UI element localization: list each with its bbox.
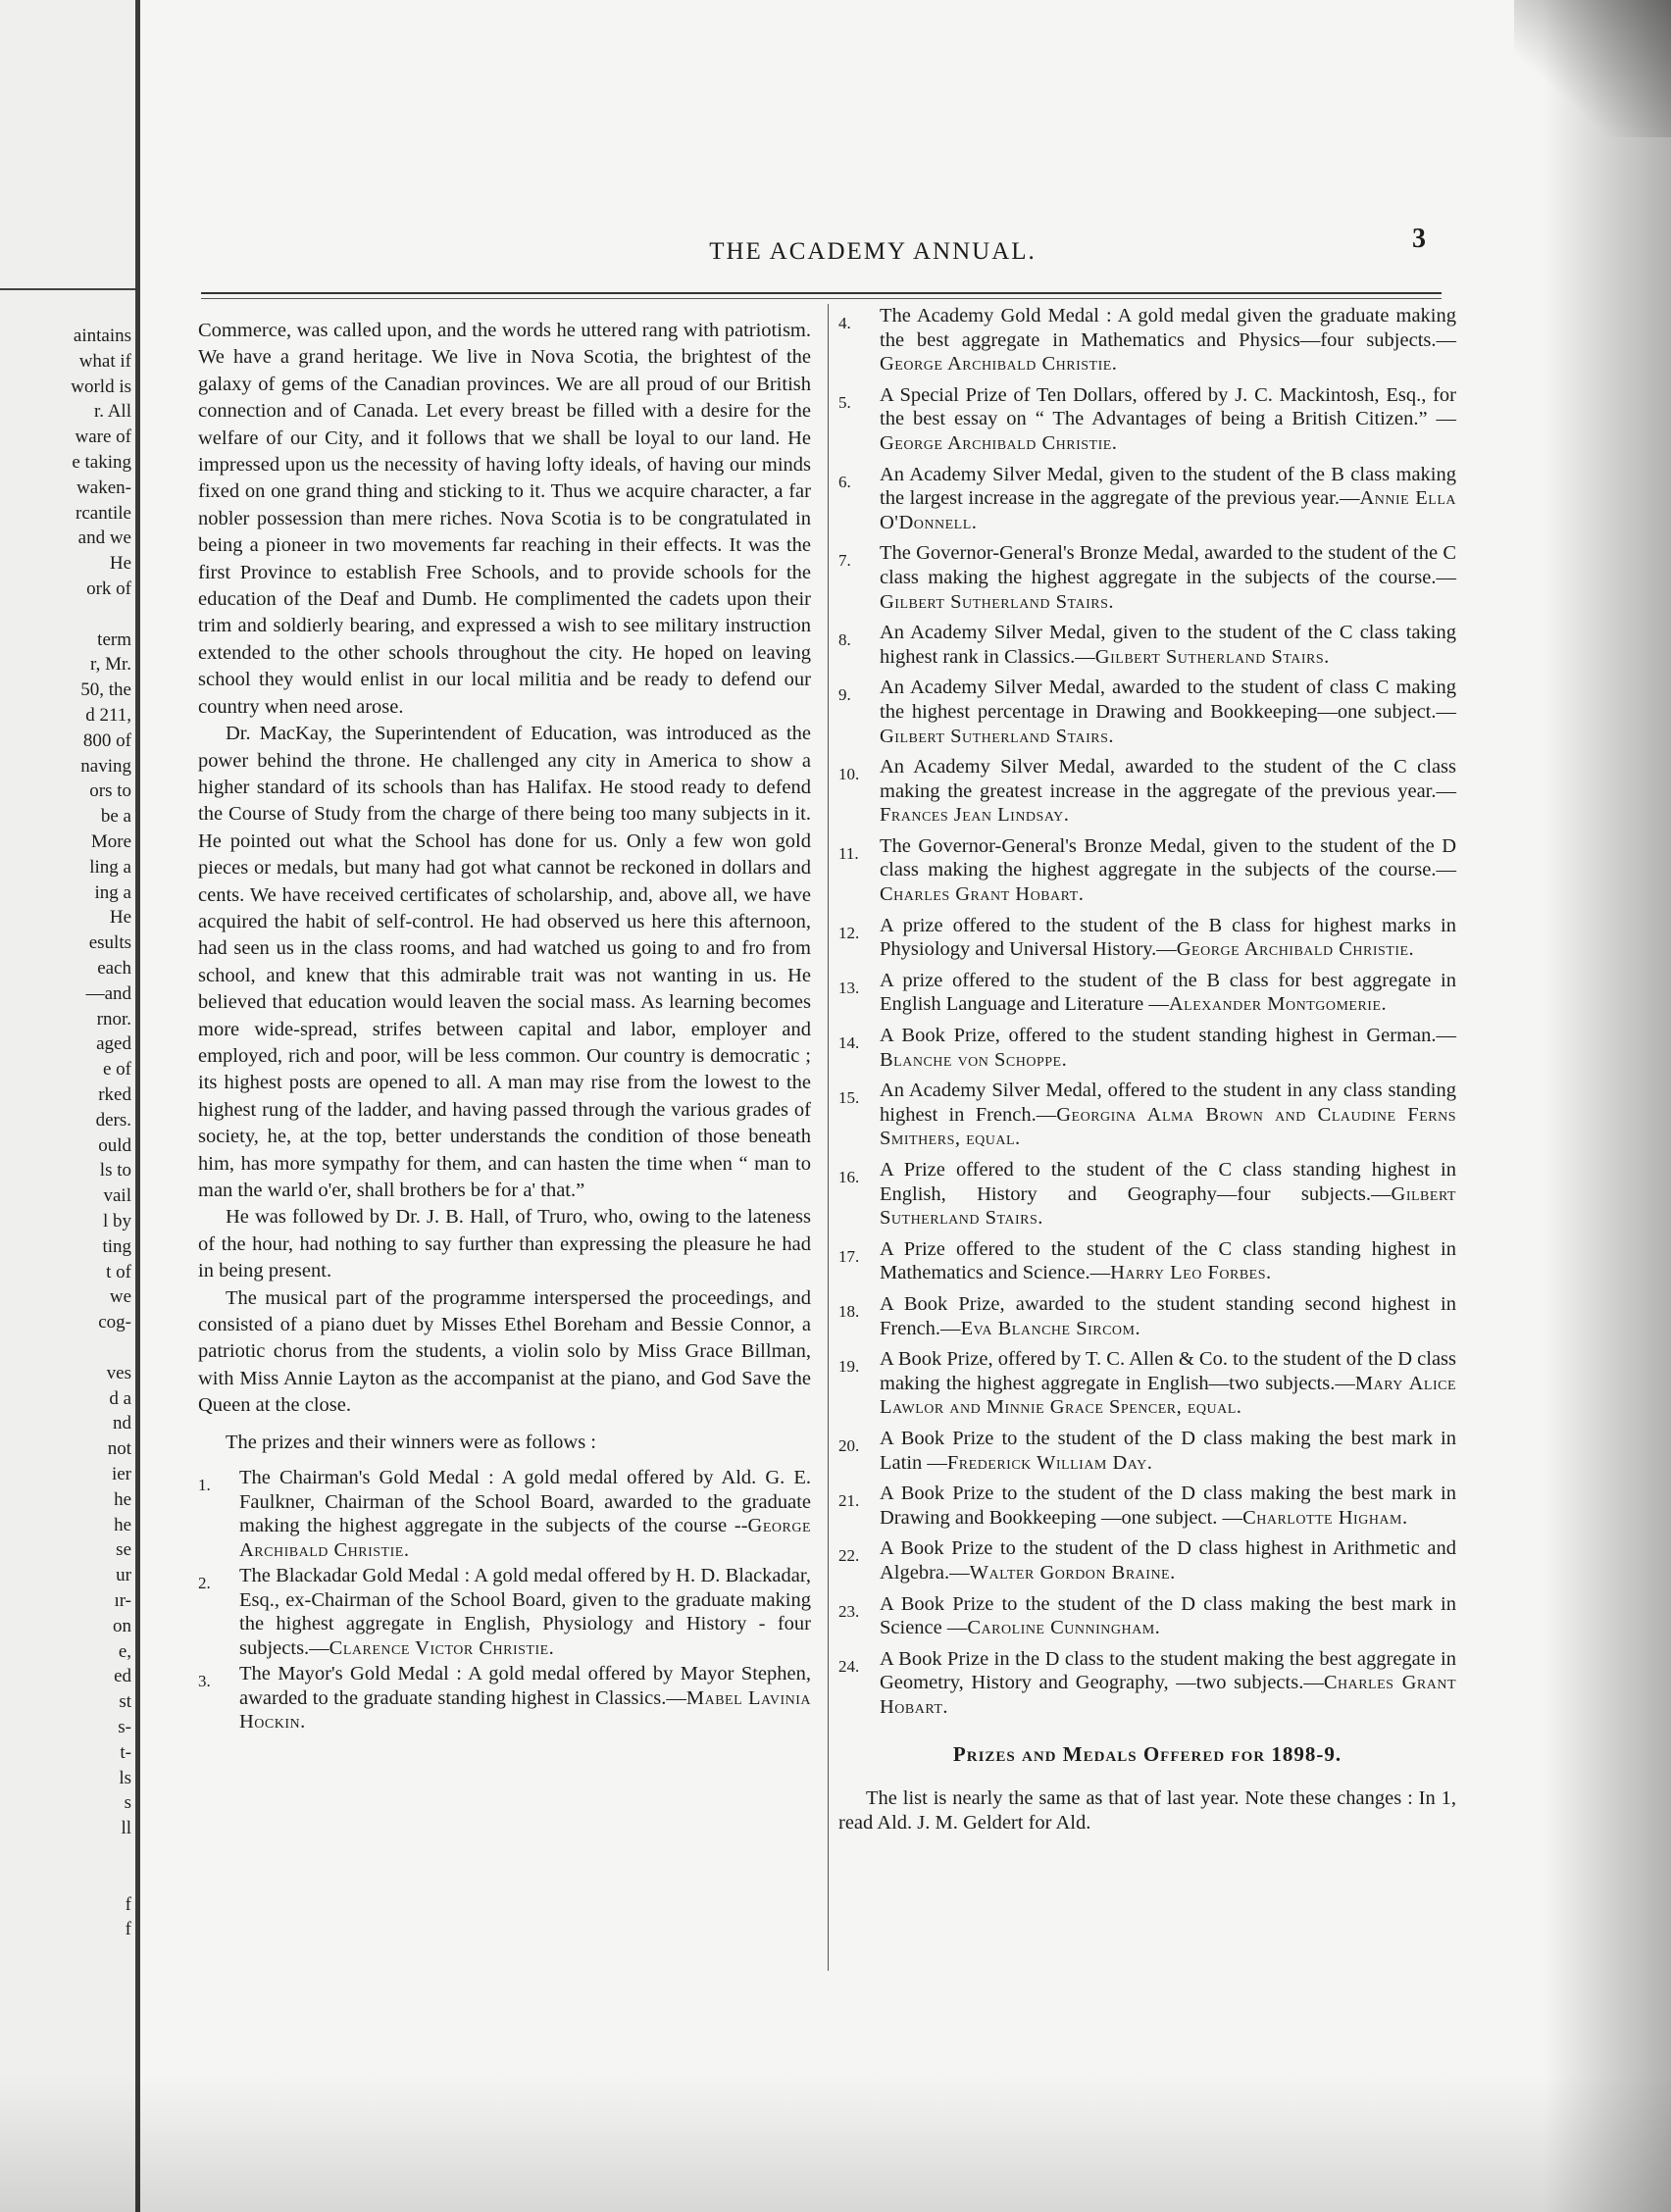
previous-page-text-fragment: e,	[118, 1640, 131, 1662]
prize-text	[880, 755, 1456, 828]
page-corner-shadow	[1514, 0, 1671, 137]
prize-description: An Academy Silver Medal, awarded to the student of class C making the highest percentage in Drawing and Bookkeeping—one subject.—	[880, 677, 1456, 723]
prize-number: 20.	[838, 1435, 860, 1455]
prize-list	[198, 1466, 811, 1734]
prize-winner: Eva Blanche Sircom.	[960, 1317, 1141, 1339]
prize-winner: Gilbert Sutherland Stairs.	[880, 1182, 1456, 1230]
prize-number: 4.	[838, 314, 851, 332]
paragraph: Dr. MacKay, the Superintendent of Education, was introduced as the power behind the throne. He challenged any city in America to show a higher standard of its schools than has Halifax. He stood ready to defend the Course of Study from the charge of there being too many subjects in it. He pointed out what the School has done for us. Only a few won gold pieces or medals, but many had got what cannot be reckoned in dollars and cents. We have received certificates of scholarship, and, above all, we have acquired the habit of self-control. He had observed us here this afternoon, had seen us in the class rooms, and had watched us going to and fro from school, and knew that this admirable trait was not wanting in us. He believed that education would leaven the social mass. As learning becomes more wide-spread, strifes between capital and labor, employer and employed, rich and poor, will be less common. Our country is democratic ; its highest posts are opened to all. A man may rise from the lowest to the highest rung of the ladder, and having passed through the various grades of society, he, at the top, better understands the condition of those beneath him, has more sympathy for them, and can hasten the time when “ man to man the warld o'er, shall brothers be for a' that.”	[198, 723, 811, 1201]
prize-description: A Book Prize, offered by T. C. Allen & Co. to the student of the D class making the highest aggregate in English—two subjects.—	[880, 1348, 1456, 1394]
previous-page-text-fragment: ting	[102, 1235, 131, 1257]
prize-number: 24.	[838, 1656, 860, 1676]
previous-page-text-fragment: f	[125, 1919, 131, 1940]
prize-winner: Blanche von Schoppe.	[880, 1048, 1068, 1071]
prize-item	[838, 463, 1456, 535]
prize-item	[838, 1482, 1456, 1530]
prize-description: A Special Prize of Ten Dollars, offered by J. C. Mackintosh, Esq., for the best essay on “ The Advantages of being a British Citizen.” —	[880, 383, 1456, 430]
prize-item	[838, 383, 1456, 456]
prize-item	[198, 1564, 811, 1660]
previous-page-text-fragment: He	[109, 907, 131, 929]
previous-page-text-fragment: ed	[114, 1666, 131, 1687]
previous-page-text-fragment: be a	[100, 806, 131, 828]
paragraph: He was followed by Dr. J. B. Hall, of Truro, who, owing to the lateness of the hour, had nothing to say further than expressing the pleasure he had in being present.	[198, 1206, 811, 1282]
previous-page-text-fragment: term	[97, 628, 131, 650]
prize-description: A Prize offered to the student of the C class standing highest in Mathematics and Science.—	[880, 1237, 1456, 1284]
prize-description: A prize offered to the student of the B class for highest marks in Physiology and Universal History.—	[880, 914, 1456, 961]
prize-number: 11.	[838, 843, 859, 863]
prize-description: The Mayor's Gold Medal : A gold medal offered by Mayor Stephen, awarded to the graduate standing highest in Classics.—	[239, 1663, 811, 1709]
previous-page-text-fragment: l by	[102, 1211, 131, 1232]
prize-item	[838, 969, 1456, 1017]
prize-text	[880, 1592, 1456, 1640]
prize-description: A Book Prize, awarded to the student standing second highest in French.—	[880, 1292, 1456, 1339]
previous-page-text-fragment: what if	[78, 350, 131, 372]
prize-winner: Alexander Montgomerie.	[1168, 993, 1388, 1016]
prize-text	[880, 1427, 1456, 1475]
previous-page-text-fragment: esults	[88, 932, 131, 954]
previous-page-text-fragment: s	[124, 1792, 131, 1814]
previous-page-text-fragment: vail	[103, 1185, 131, 1207]
page-bottom-shadow	[0, 2075, 1671, 2212]
closing-paragraph: The list is nearly the same as that of last year. Note these changes : In 1, read Ald. J. M. Geldert for Ald.	[838, 1787, 1456, 1834]
prize-text	[880, 1237, 1456, 1285]
previous-page-text-fragment: ling a	[89, 856, 131, 878]
previous-page-text-fragment: d a	[109, 1387, 131, 1409]
section-heading: Prizes and Medals Offered for 1898-9.	[952, 1742, 1342, 1767]
prize-winner: George Archibald Christie.	[239, 1515, 811, 1561]
prize-number: 23.	[838, 1601, 860, 1621]
prize-text	[880, 541, 1456, 614]
prize-description: A Book Prize to the student of the D class making the best mark in Science —	[880, 1592, 1456, 1639]
prize-item	[838, 1158, 1456, 1231]
page-edge-shadow	[1544, 0, 1671, 2212]
paragraph: Commerce, was called upon, and the words he uttered rang with patriotism. We have a grand heritage. We live in Nova Scotia, the brightest of the galaxy of gems of the Canadian provinces. We are all proud of our British connection and of Canada. Let every breast be filled with a desire for the welfare of our City, and it follows that we shall be loyal to our land. He impressed upon us the necessity of having lofty ideals, of having our minds fixed on one grand thing and sticking to it. Thus we acquire character, a far nobler possession than mere riches. Nova Scotia is to be congratulated in being a pioneer in two movements far reaching in their effects. It was the first Province to establish Free Schools, and to provide schools for the education of the Deaf and Dumb. He complimented the cadets upon their trim and soldierly bearing, and expressed a wish to see military instruction extended to the other schools throughout the city. He hoped on leaving school they would enlist in our local militia and be ready to defend our country when need arose.	[198, 320, 811, 718]
previous-page-text-fragment: f	[125, 1893, 131, 1915]
previous-page-text-fragment: rked	[98, 1084, 131, 1105]
prize-number: 3.	[198, 1672, 211, 1691]
prize-number: 15.	[838, 1088, 860, 1108]
prize-number: 1.	[198, 1476, 211, 1495]
previous-page-text-fragment: se	[116, 1539, 131, 1561]
prize-text	[880, 914, 1456, 962]
prize-item	[838, 1292, 1456, 1340]
previous-page-text-fragment: He	[109, 553, 131, 575]
prize-text	[880, 1292, 1456, 1340]
prize-item	[838, 1536, 1456, 1584]
prize-number: 14.	[838, 1033, 860, 1053]
previous-page-text-fragment: he	[114, 1514, 131, 1535]
prize-number: 10.	[838, 765, 860, 784]
previous-page-text-fragment: More	[90, 831, 131, 852]
prize-description: A Book Prize to the student of the D class making the best mark in Latin —	[880, 1427, 1456, 1474]
previous-page-text-fragment: t of	[106, 1261, 131, 1282]
prize-number: 12.	[838, 923, 860, 942]
prize-text	[880, 1079, 1456, 1151]
prize-item	[198, 1466, 811, 1562]
prize-text	[880, 383, 1456, 456]
prize-item	[838, 914, 1456, 962]
column-divider	[828, 304, 829, 1971]
prize-winner: Gilbert Sutherland Stairs.	[1094, 645, 1330, 668]
previous-page-text-fragment: rnor.	[96, 1008, 131, 1030]
previous-page-text-fragment: s-	[118, 1717, 131, 1737]
prize-number: 19.	[838, 1357, 860, 1377]
prize-number: 17.	[838, 1246, 860, 1266]
prize-number: 8.	[838, 630, 851, 650]
prize-winner: Caroline Cunningham.	[967, 1617, 1161, 1639]
prize-winner: Gilbert Sutherland Stairs.	[880, 725, 1115, 747]
prize-description: A Prize offered to the student of the C class standing highest in English, History and Geography—four subjects.—	[880, 1159, 1456, 1205]
prize-item	[838, 621, 1456, 669]
prize-winner: Mary Alice Lawlor and Minnie Grace Spencer, equal.	[880, 1372, 1456, 1419]
previous-page-text-fragment: and we	[77, 528, 131, 549]
prize-description: The Governor-General's Bronze Medal, given to the student of the D class making the highest aggregate in the subjects of the course.—	[880, 834, 1456, 881]
running-head: THE ACADEMY ANNUAL.	[709, 238, 1037, 265]
prize-winner: Walter Gordon Braine.	[969, 1561, 1176, 1584]
prize-description: A Book Prize in the D class to the student making the best aggregate in Geometry, History and Geography, —two subjects.—	[880, 1647, 1456, 1694]
previous-page-text-fragment: st	[119, 1691, 131, 1713]
prize-item	[838, 1237, 1456, 1285]
previous-page-text-fragment: ors to	[89, 780, 131, 802]
prize-item	[838, 755, 1456, 828]
previous-page-text-fragment: d 211,	[85, 705, 131, 726]
prize-winner: Frances Jean Lindsay.	[880, 804, 1070, 827]
previous-page-text-fragment: r. All	[93, 401, 131, 423]
prize-item	[838, 1347, 1456, 1420]
previous-page-text-fragment: not	[107, 1438, 131, 1460]
previous-page-text-fragment: 800 of	[82, 729, 131, 751]
previous-page-text-fragment: ders.	[95, 1109, 131, 1131]
prize-description: An Academy Silver Medal, given to the student of the B class making the largest increase in the aggregate of the previous year.—	[880, 463, 1456, 510]
prize-text	[880, 304, 1456, 377]
previous-page-text-fragment: naving	[80, 755, 131, 777]
previous-page-text-fragment: aged	[96, 1033, 131, 1055]
prize-description: An Academy Silver Medal, awarded to the student of the C class making the greatest increase in the aggregate of the previous year.—	[880, 756, 1456, 802]
page-number: 3	[1412, 224, 1426, 254]
prize-description: The Governor-General's Bronze Medal, awarded to the student of the C class making the highest aggregate in the subjects of the course.—	[880, 542, 1456, 588]
prize-list	[838, 304, 1456, 1719]
previous-page-text-fragment: cog-	[98, 1312, 131, 1333]
prize-number: 2.	[198, 1574, 211, 1593]
prize-number: 18.	[838, 1301, 860, 1321]
prize-winner: Georgina Alma Brown and Claudine Ferns Smithers, equal.	[880, 1103, 1456, 1150]
left-column	[198, 318, 811, 1736]
prize-winner: Frederick William Day.	[946, 1451, 1153, 1474]
prize-winner: Harry Leo Forbes.	[1110, 1262, 1272, 1284]
prize-item	[838, 1079, 1456, 1151]
prize-description: A Book Prize to the student of the D class making the best mark in Drawing and Bookkeeping —one subject. —	[880, 1483, 1456, 1529]
previous-page-text-fragment: ing a	[94, 881, 131, 903]
previous-page-text-fragment: ier	[111, 1464, 131, 1484]
prize-item	[198, 1662, 811, 1734]
previous-page-text-fragment: he	[114, 1488, 131, 1510]
prize-item	[838, 1024, 1456, 1072]
prize-number: 13.	[838, 978, 860, 997]
prize-winner: Gilbert Sutherland Stairs.	[880, 590, 1115, 613]
right-column	[838, 304, 1456, 1835]
prize-winner: Annie Ella O'Donnell.	[880, 487, 1457, 533]
previous-page-text-fragment: ould	[98, 1134, 131, 1156]
previous-page-rule	[0, 288, 135, 290]
prize-text	[880, 1482, 1456, 1530]
prize-number: 9.	[838, 685, 851, 705]
header-rule	[201, 292, 1442, 299]
prize-text	[880, 834, 1456, 907]
previous-page-text-fragment: ur	[116, 1565, 131, 1586]
prize-item	[838, 676, 1456, 748]
prize-number: 7.	[838, 551, 851, 571]
previous-page-text-fragment: ır-	[114, 1590, 131, 1611]
prize-item	[838, 1427, 1456, 1475]
prize-description: The Academy Gold Medal : A gold medal given the graduate making the best aggregate in Mathematics and Physics—four subjects.—	[880, 305, 1456, 351]
prize-winner: Charlotte Higham.	[1242, 1506, 1408, 1529]
prize-winner: George Archibald Christie.	[880, 431, 1118, 454]
previous-page-text-fragment: —and	[85, 982, 131, 1004]
prize-text	[880, 463, 1456, 535]
previous-page-text-fragment: we	[109, 1286, 131, 1308]
previous-page-text-fragment: on	[113, 1615, 131, 1636]
prize-text	[880, 1347, 1456, 1420]
previous-page-text-fragment: 50, the	[80, 679, 131, 701]
prize-item	[838, 834, 1456, 907]
paragraph: The prizes and their winners were as follows :	[226, 1431, 596, 1453]
prize-winner: Mabel Lavinia Hockin.	[239, 1686, 811, 1734]
previous-page-text-fragment: waken-	[76, 477, 131, 498]
previous-page-text-fragment: r, Mr.	[90, 654, 131, 676]
prize-description: The Blackadar Gold Medal : A gold medal offered by H. D. Blackadar, Esq., ex-Chairman of the School Board, given to the graduate making the highest aggregate in English, Physiology and History - four subjects.—	[239, 1565, 811, 1659]
previous-page-text-fragment: ls to	[99, 1160, 131, 1181]
prize-item	[838, 1592, 1456, 1640]
prize-description: A Book Prize to the student of the D class highest in Arithmetic and Algebra.—	[880, 1537, 1456, 1584]
previous-page-text-fragment: ll	[121, 1818, 131, 1839]
previous-page-text-fragment: rcantile	[76, 502, 131, 524]
prize-item	[838, 541, 1456, 614]
previous-page-text-fragment: ware of	[75, 427, 131, 448]
previous-page-text-fragment: ork of	[86, 578, 131, 599]
prize-text	[239, 1466, 811, 1562]
prize-text	[880, 1158, 1456, 1231]
prize-description: A Book Prize, offered to the student standing highest in German.—	[880, 1025, 1456, 1047]
previous-page-text-fragment: t-	[120, 1741, 131, 1763]
prize-description: A prize offered to the student of the B class for best aggregate in English Language and Literature —	[880, 969, 1456, 1016]
prize-text	[880, 969, 1456, 1017]
prize-number: 22.	[838, 1546, 860, 1566]
prize-number: 21.	[838, 1491, 860, 1511]
prize-number: 6.	[838, 472, 851, 491]
prize-text	[239, 1662, 811, 1734]
previous-page-text-fragment: e of	[102, 1059, 131, 1081]
prize-text	[880, 676, 1456, 748]
previous-page-text-fragment: ves	[106, 1362, 131, 1383]
prize-item	[838, 304, 1456, 377]
prize-winner: Charles Grant Hobart.	[880, 883, 1085, 906]
prize-description: An Academy Silver Medal, offered to the student in any class standing highest in French.—	[880, 1080, 1456, 1126]
prize-text	[880, 1536, 1456, 1584]
previous-page-text-fragment: world is	[71, 376, 131, 397]
prize-winner: George Archibald Christie.	[880, 353, 1118, 376]
prize-description: An Academy Silver Medal, given to the student of the C class taking highest rank in Classics.—	[880, 622, 1456, 668]
paragraph: The musical part of the programme interspersed the proceedings, and consisted of a piano duet by Misses Ethel Boreham and Bessie Connor, a patriotic chorus from the students, a violin solo by Miss Grace Billman, with Miss Annie Layton as the accompanist at the piano, and God Save the Queen at the close.	[198, 1286, 811, 1417]
prize-text	[880, 1024, 1456, 1072]
prize-description: The Chairman's Gold Medal : A gold medal offered by Ald. G. E. Faulkner, Chairman of the School Board, awarded to the graduate making the highest aggregate in the subjects of the course --	[239, 1467, 811, 1537]
previous-page-text-fragment: aintains	[73, 326, 131, 346]
prize-winner: Charles Grant Hobart.	[880, 1672, 1456, 1718]
previous-page-text-fragment: each	[97, 958, 131, 979]
previous-page-text-fragment: ls	[119, 1767, 131, 1788]
prize-number: 5.	[838, 392, 851, 412]
previous-page-text-fragment: nd	[113, 1413, 131, 1434]
prize-winner: George Archibald Christie.	[1176, 938, 1415, 961]
prize-text	[880, 1647, 1456, 1720]
prize-number: 16.	[838, 1168, 860, 1186]
previous-page-margin	[0, 0, 140, 2212]
prize-text	[239, 1564, 811, 1660]
prize-winner: Clarence Victor Christie.	[329, 1636, 555, 1659]
prize-text	[880, 621, 1456, 669]
prize-item	[838, 1647, 1456, 1720]
previous-page-text-fragment: e taking	[72, 452, 131, 473]
